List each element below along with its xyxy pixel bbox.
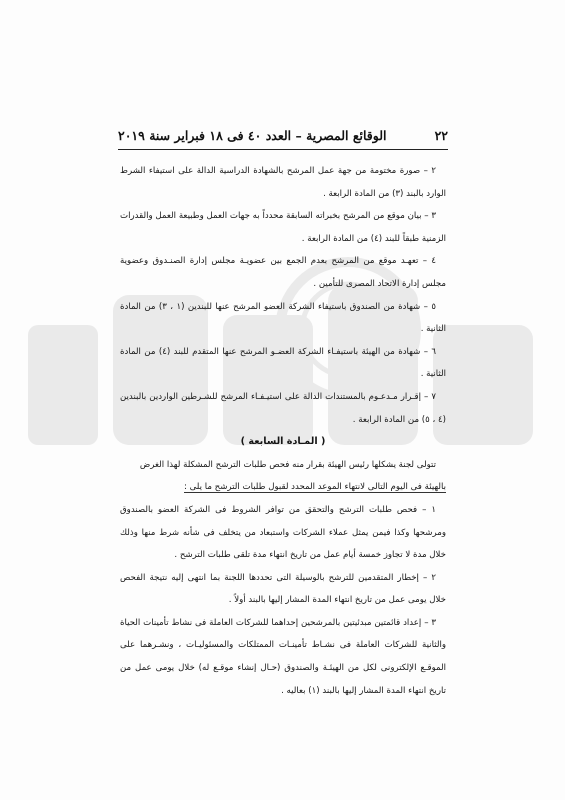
article-intro-line2-wrap: [120, 476, 446, 499]
paragraph-item-4: ٤ – تعهـد موقع من المرشح بعدم الجمع بين عضويـة مجلس إدارة الصنـدوق وعضوية مجلس إدارة الاتحاد المصرى للتأمين .: [120, 256, 446, 289]
paragraph-item-2: ٢ – صورة مختومة من جهة عمل المرشح بالشهادة الدراسية الدالة على استيفاء الشرط الوارد بالبند (٣) من المادة الرابعة .: [120, 166, 446, 199]
paragraph-item-3: ٣ – بيان موقع من المرشح بخبراته السابقة محدداً به جهات العمل وطبيعة العمل والقدرات الزمنية طبقاً للبند (٤) من المادة الرابعة .: [120, 211, 446, 244]
paragraph-item-6: ٦ – شهادة من الهيئة باستيفـاء الشركة العضـو المرشح عنها المتقدم للبند (٤) من المادة الثانية .: [120, 346, 446, 380]
header-rule: [118, 149, 448, 150]
article-item-1: ١ – فحص طلبات الترشح والتحقق من توافر الشروط فى الشركة العضو بالصندوق ومرشحها وكذا فيمن يمثل عملاء الشركات واستبعاد من يتخلف فى شأنه شرط منها وذلك خلال مدة لا تجاوز خمسة أيام عمل من تاريخ انتهاء مدة تلقى طلبات الترشح .: [120, 504, 446, 561]
article-item-2: ٢ – إخطار المتقدمين للترشح بالوسيلة التى تحددها اللجنة بما انتهى إليه نتيجة الفحص خلال يومى عمل من تاريخ انتهاء المدة المشار إليها بالبند أولاً .: [120, 572, 446, 606]
page-header: [118, 128, 448, 143]
page-number: ٢٢: [434, 128, 448, 143]
document-body: [120, 160, 446, 702]
article-item-3: ٣ – إعداد قائمتين مبدئيتين بالمرشحين إحداهما للشركات العاملة فى نشاط تأمينات الحياة والثانية للشركات العاملة فى نشـاط تأمينـات الممتلكات والمسئوليـات ، ونشـرهما على الموقـع الإلكترونى لكل من الهيئـة والصندوق (حـال إنشاء موقـع له) خلال يومى عمل من تاريخ انتهاء المدة المشار إليها بالبند (١) بعاليه .: [120, 617, 446, 696]
article-title: ( المـادة السابعة ): [240, 436, 326, 448]
paragraph-item-5: ٥ – شهادة من الصندوق باستيفاء الشركة العضو المرشح عنها للبندين (١ ، ٣) من المادة الثانية .: [120, 301, 446, 335]
article-intro-line2: بالهيئة فى اليوم التالى لانتهاء الموعد المحدد لقبول طلبات الترشح ما يلى :: [183, 482, 446, 493]
gazette-title: الوقائع المصرية – العدد ٤٠ فى ١٨ فبراير سنة ٢٠١٩: [118, 128, 387, 143]
article-intro-line1: تتولى لجنة يشكلها رئيس الهيئة بقرار منه فحص طلبات الترشح المشكلة لهذا الغرض: [139, 459, 436, 470]
paragraph-item-7: ٧ – إقـرار مـدعـوم بالمستندات الدالة على استيـفـاء المرشح للشـرطين الواردين بالبندين (٤ ، ٥) من المادة الرابعة .: [120, 391, 446, 425]
